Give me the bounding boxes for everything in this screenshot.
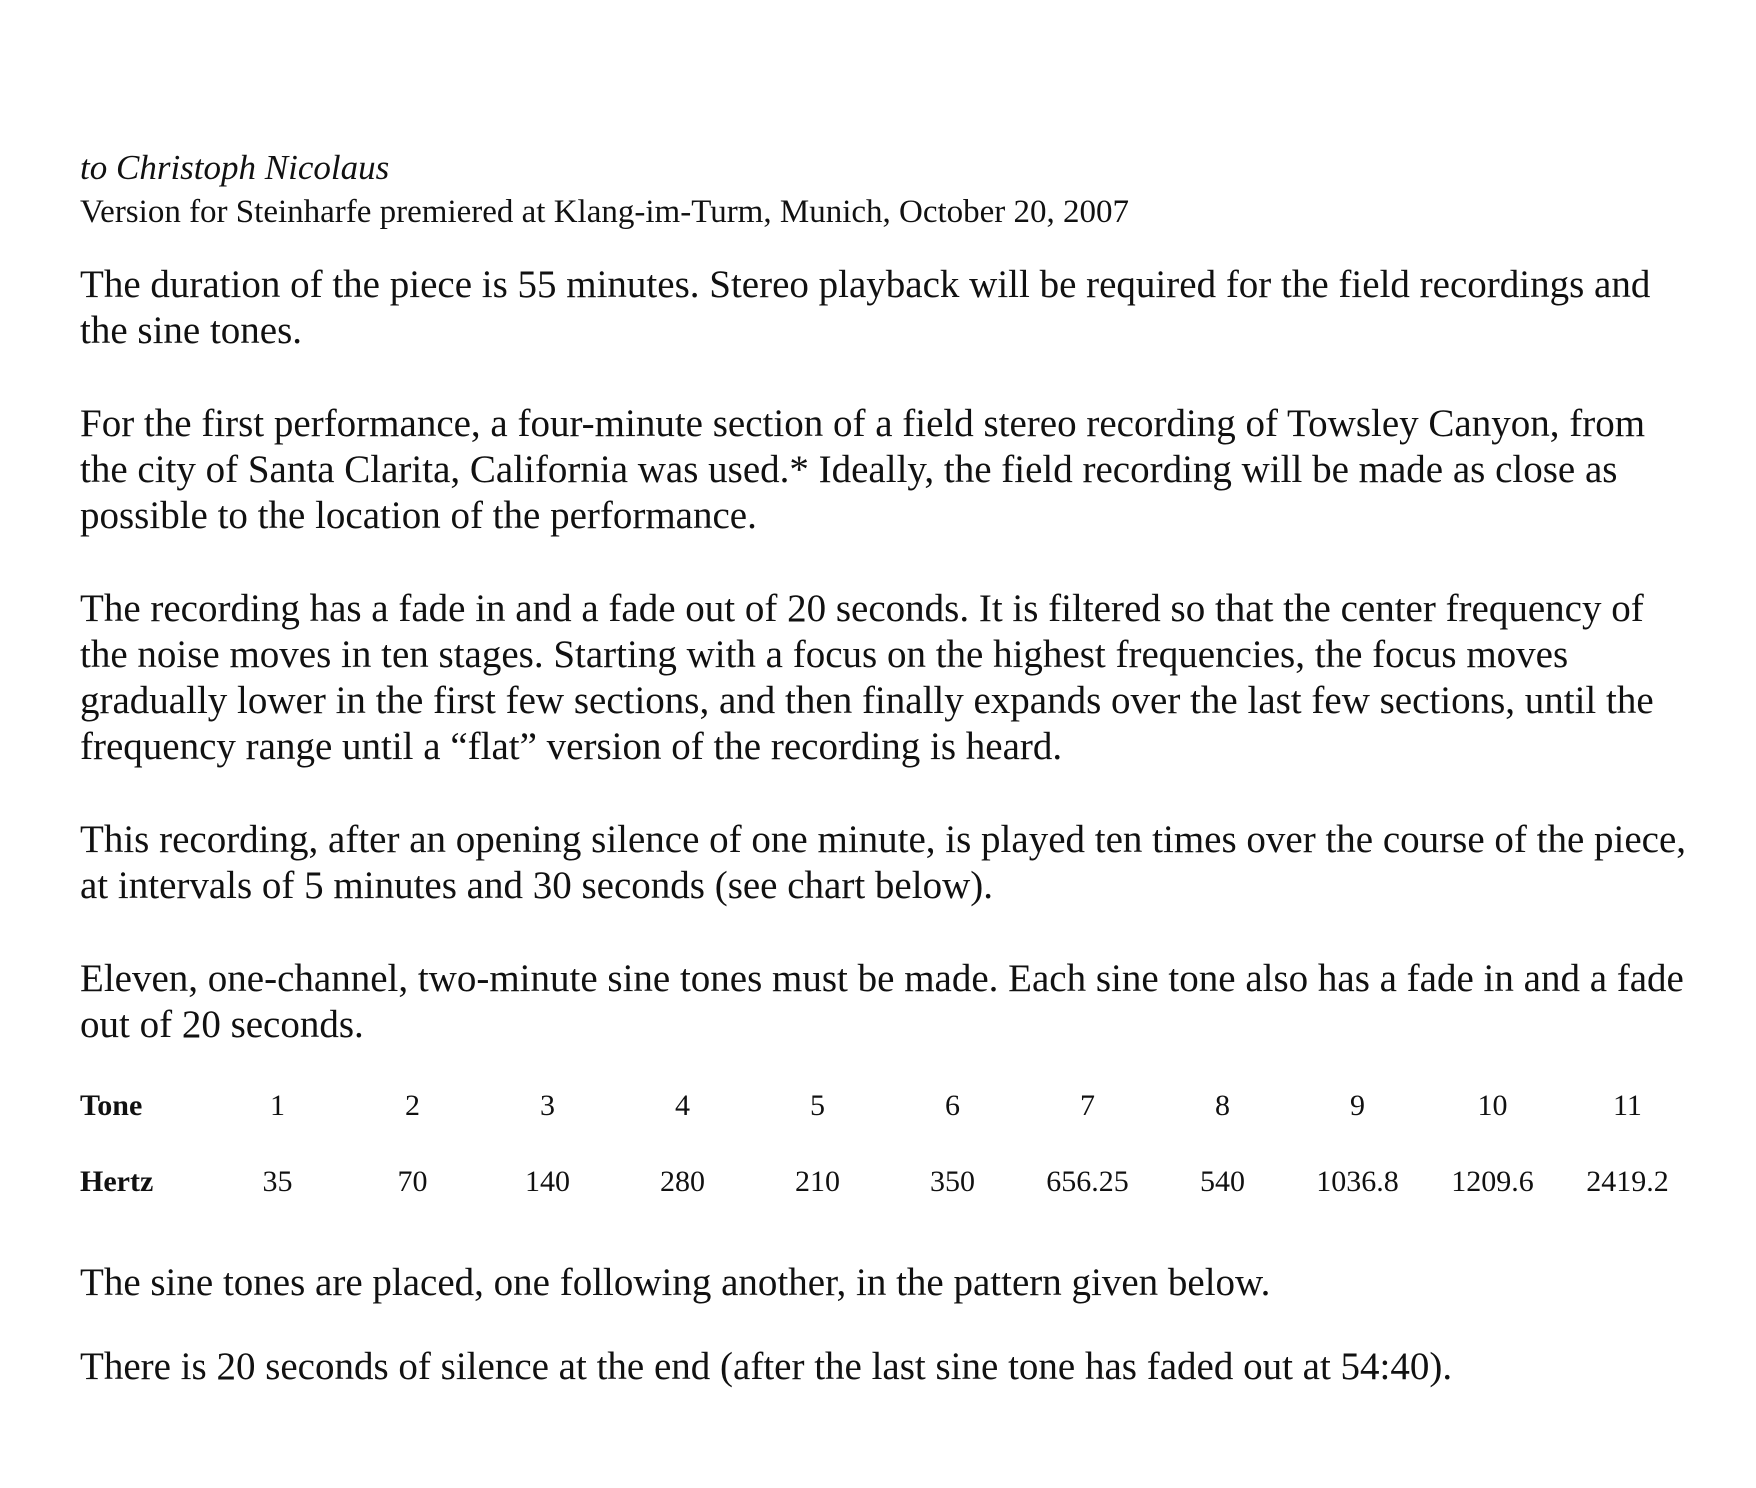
dedication: to Christoph Nicolaus — [80, 148, 390, 187]
tone-number: 2 — [405, 1089, 420, 1122]
hertz-value: 140 — [525, 1165, 570, 1198]
paragraph-sine-tones: Eleven, one-channel, two-minute sine tones must be made. Each sine tone also has a fade in and a fade out of 20 seconds. — [80, 957, 1684, 1046]
tone-number: 11 — [1613, 1089, 1642, 1122]
paragraph-duration: The duration of the piece is 55 minutes. Stereo playback will be required for the field recordings and the sine tones. — [80, 263, 1651, 352]
paragraph-field-recording: For the first performance, a four-minute section of a field stereo recording of Towsley Canyon, from the city of Santa Clarita, California was used.* Ideally, the field recording will be made as close as possible to the location of the performance. — [80, 402, 1646, 537]
hertz-value: 2419.2 — [1586, 1165, 1669, 1198]
tone-number: 9 — [1350, 1089, 1365, 1122]
tone-number: 3 — [540, 1089, 555, 1122]
hertz-value: 210 — [795, 1165, 840, 1198]
hertz-value: 350 — [930, 1165, 975, 1198]
tone-number: 8 — [1215, 1089, 1230, 1122]
hertz-value: 540 — [1200, 1165, 1245, 1198]
paragraph-playback-schedule: This recording, after an opening silence of one minute, is played ten times over the course of the piece, at intervals of 5 minutes and 30 seconds (see chart below). — [80, 818, 1687, 907]
paragraph-tone-pattern: The sine tones are placed, one following another, in the pattern given below. — [80, 1261, 1271, 1304]
version-note: Version for Steinharfe premiered at Klang-im-Turm, Munich, October 20, 2007 — [80, 194, 1130, 230]
tone-number: 1 — [270, 1089, 285, 1122]
tone-number: 10 — [1477, 1089, 1508, 1122]
hertz-value: 1209.6 — [1451, 1165, 1534, 1198]
hertz-value: 656.25 — [1046, 1165, 1129, 1198]
document-page — [80, 146, 1700, 1390]
tone-frequency-table — [80, 1068, 1695, 1220]
hertz-row — [80, 1144, 1695, 1220]
hertz-value: 35 — [262, 1165, 293, 1198]
hertz-value: 1036.8 — [1316, 1165, 1399, 1198]
tone-number: 6 — [945, 1089, 960, 1122]
hertz-row-label: Hertz — [80, 1165, 154, 1198]
paragraph-filtering: The recording has a fade in and a fade out of 20 seconds. It is filtered so that the center frequency of the noise moves in ten stages. Starting with a focus on the highest frequencies, the focus moves gradually lower in the first few sections, and then finally expands over the last few sections, until the frequency range until a “flat” version of the recording is heard. — [80, 587, 1654, 768]
hertz-value: 70 — [397, 1165, 428, 1198]
hertz-value: 280 — [660, 1165, 705, 1198]
tone-row-label: Tone — [80, 1089, 143, 1122]
tone-number: 7 — [1080, 1089, 1095, 1122]
tone-number: 4 — [675, 1089, 690, 1122]
tone-row — [80, 1068, 1695, 1144]
tone-number: 5 — [810, 1089, 825, 1122]
paragraph-closing-silence: There is 20 seconds of silence at the end (after the last sine tone has faded out at 54:40). — [80, 1345, 1453, 1388]
